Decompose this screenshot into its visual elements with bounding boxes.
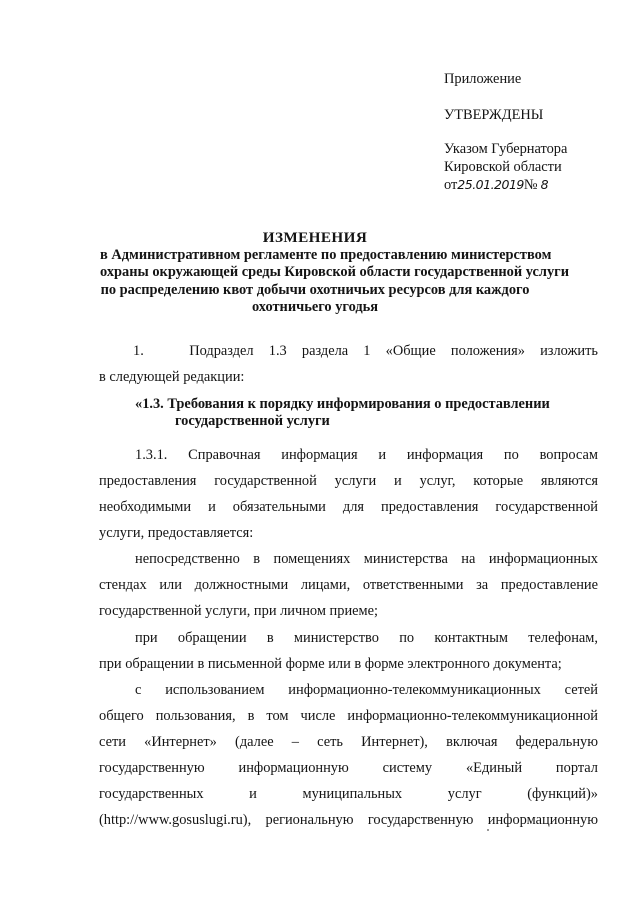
date-prefix: от xyxy=(444,177,458,193)
appendix-label: Приложение xyxy=(444,71,522,87)
document-title xyxy=(100,229,570,317)
handwritten-number: 8 xyxy=(540,177,549,192)
body-line: государственную информационную систему «Единый портал xyxy=(99,760,598,776)
decree-date-line xyxy=(444,176,548,194)
body-line: непосредственно в помещениях министерства на информационных xyxy=(135,551,598,567)
body-line: (http://www.gosuslugi.ru), региональную государственную информационную xyxy=(99,812,598,828)
body-line: при обращении в письменной форме или в форме электронного документа; xyxy=(99,656,562,672)
paragraph-1-line-1: 1. Подраздел 1.3 раздела 1 «Общие положения» изложить xyxy=(133,343,598,359)
paragraph-1-line-2: в следующей редакции: xyxy=(99,369,245,385)
body-line: стендах или должностными лицами, ответственными за предоставление xyxy=(99,577,598,593)
body-line: государственной услуги, при личном приеме; xyxy=(99,603,379,619)
scan-speck xyxy=(487,829,489,831)
approved-label: УТВЕРЖДЕНЫ xyxy=(444,107,544,123)
body-line: необходимыми и обязательными для предоставления государственной xyxy=(99,499,598,515)
body-line: 1.3.1. Справочная информация и информация по вопросам xyxy=(135,447,598,463)
title-line: в Административном регламенте по предоставлению министерством xyxy=(100,246,552,263)
number-sign: № xyxy=(523,177,538,193)
subsection-heading-line-2: государственной услуги xyxy=(175,413,330,429)
title-line: по распределению квот добычи охотничьих ресурсов для каждого xyxy=(100,281,530,298)
decree-line-1: Указом Губернатора xyxy=(444,141,568,157)
decree-line-2: Кировской области xyxy=(444,159,562,175)
body-line: общего пользования, в том числе информационно-телекоммуникационной xyxy=(99,708,598,724)
title-line: охотничьего угодья xyxy=(251,299,379,315)
title-heading: ИЗМЕНЕНИЯ xyxy=(262,229,368,246)
body-line: государственных и муниципальных услуг (функций)» xyxy=(99,786,598,802)
subsection-heading-line-1: «1.3. Требования к порядку информирования о предоставлении xyxy=(135,396,550,412)
body-line: с использованием информационно-телекоммуникационных сетей xyxy=(135,682,598,698)
body-line: услуги, предоставляется: xyxy=(99,525,254,541)
body-line: при обращении в министерство по контактным телефонам, xyxy=(135,630,598,646)
title-line: охраны окружающей среды Кировской области государственной услуги xyxy=(100,264,570,280)
body-line: сети «Интернет» (далее – сеть Интернет), включая федеральную xyxy=(99,734,598,750)
body-line: предоставления государственной услуги и услуг, которые являются xyxy=(99,473,598,489)
handwritten-date: 25.01.2019 xyxy=(457,177,524,192)
